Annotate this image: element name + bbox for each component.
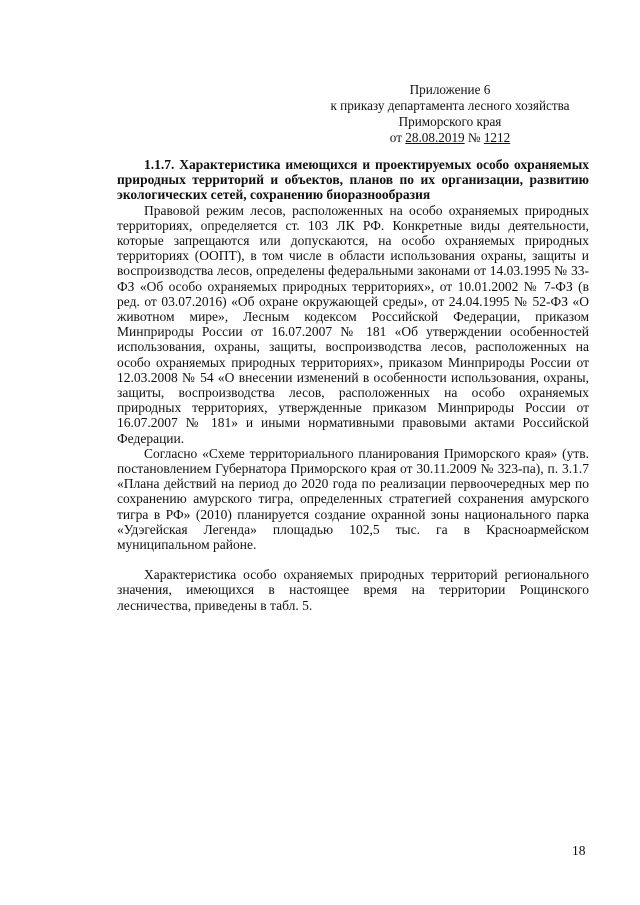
paragraph-territorial-plan: Согласно «Схеме территориального планирования Приморского края» (утв. постановлением Губернатора Приморского края от 30.11.2009 № 323-па), п. 3.1.7 «Плана действий на период до 2020 года по реализации первоочередных мер по сохранению амурского тигра, определенных стратегией сохранения амурского тигра в РФ» (2010) планируется создание охранной зоны национального парка «Удэгейская Легенда» площадью 102,5 тыс. га в Красноармейском муниципальном районе. bbox=[117, 445, 589, 553]
page-number: 18 bbox=[572, 843, 586, 858]
appendix-order-reference: к приказу департамента лесного хозяйства bbox=[330, 98, 570, 113]
section-heading: 1.1.7. Характеристика имеющихся и проектируемых особо охраняемых природных территорий и объектов, планов по их организации, развитию экологических сетей, сохранению биоразнообразия bbox=[117, 157, 589, 203]
appendix-header bbox=[300, 82, 600, 146]
appendix-number: 1212 bbox=[483, 130, 511, 145]
appendix-date-line bbox=[300, 130, 600, 146]
appendix-date: 28.08.2019 bbox=[405, 130, 465, 145]
appendix-title: Приложение 6 bbox=[409, 82, 491, 97]
paragraph-regional-territories: Характеристика особо охраняемых природных территорий регионального значения, имеющихся в настоящее время на территории Рощинского лесничества, приведены в табл. 5. bbox=[117, 567, 589, 613]
appendix-number-prefix: № bbox=[464, 130, 484, 145]
appendix-region: Приморского края bbox=[398, 114, 502, 129]
appendix-date-prefix: от bbox=[389, 130, 406, 145]
section-body bbox=[117, 157, 589, 613]
paragraph-legal-regime: Правовой режим лесов, расположенных на особо охраняемых природных территориях, определяется ст. 103 ЛК РФ. Конкретные виды деятельности, которые запрещаются или допускаются, на особо охраняемых природных территориях (ООПТ), в том числе в области использования охраны, защиты и воспроизводства лесов, определены федеральными законами от 14.03.1995 № 33-ФЗ «Об особо охраняемых природных территориях», от 10.01.2002 № 7-ФЗ (в ред. от 03.07.2016) «Об охране окружающей среды», от 24.04.1995 № 52-ФЗ «О животном мире», Лесным кодексом Российской Федерации, приказом Минприроды России от 16.07.2007 № 181 «Об утверждении особенностей использования, охраны, защиты, воспроизводства лесов, расположенных на особо охраняемых природных территориях», приказом Минприроды России от 12.03.2008 № 54 «О внесении изменений в особенности использования, охраны, защиты, воспроизводства лесов, расположенных на особо охраняемых природных территориях, утвержденные приказом Минприроды России от 16.07.2007 № 181» и иными нормативными правовыми актами Российской Федерации. bbox=[117, 202, 589, 446]
